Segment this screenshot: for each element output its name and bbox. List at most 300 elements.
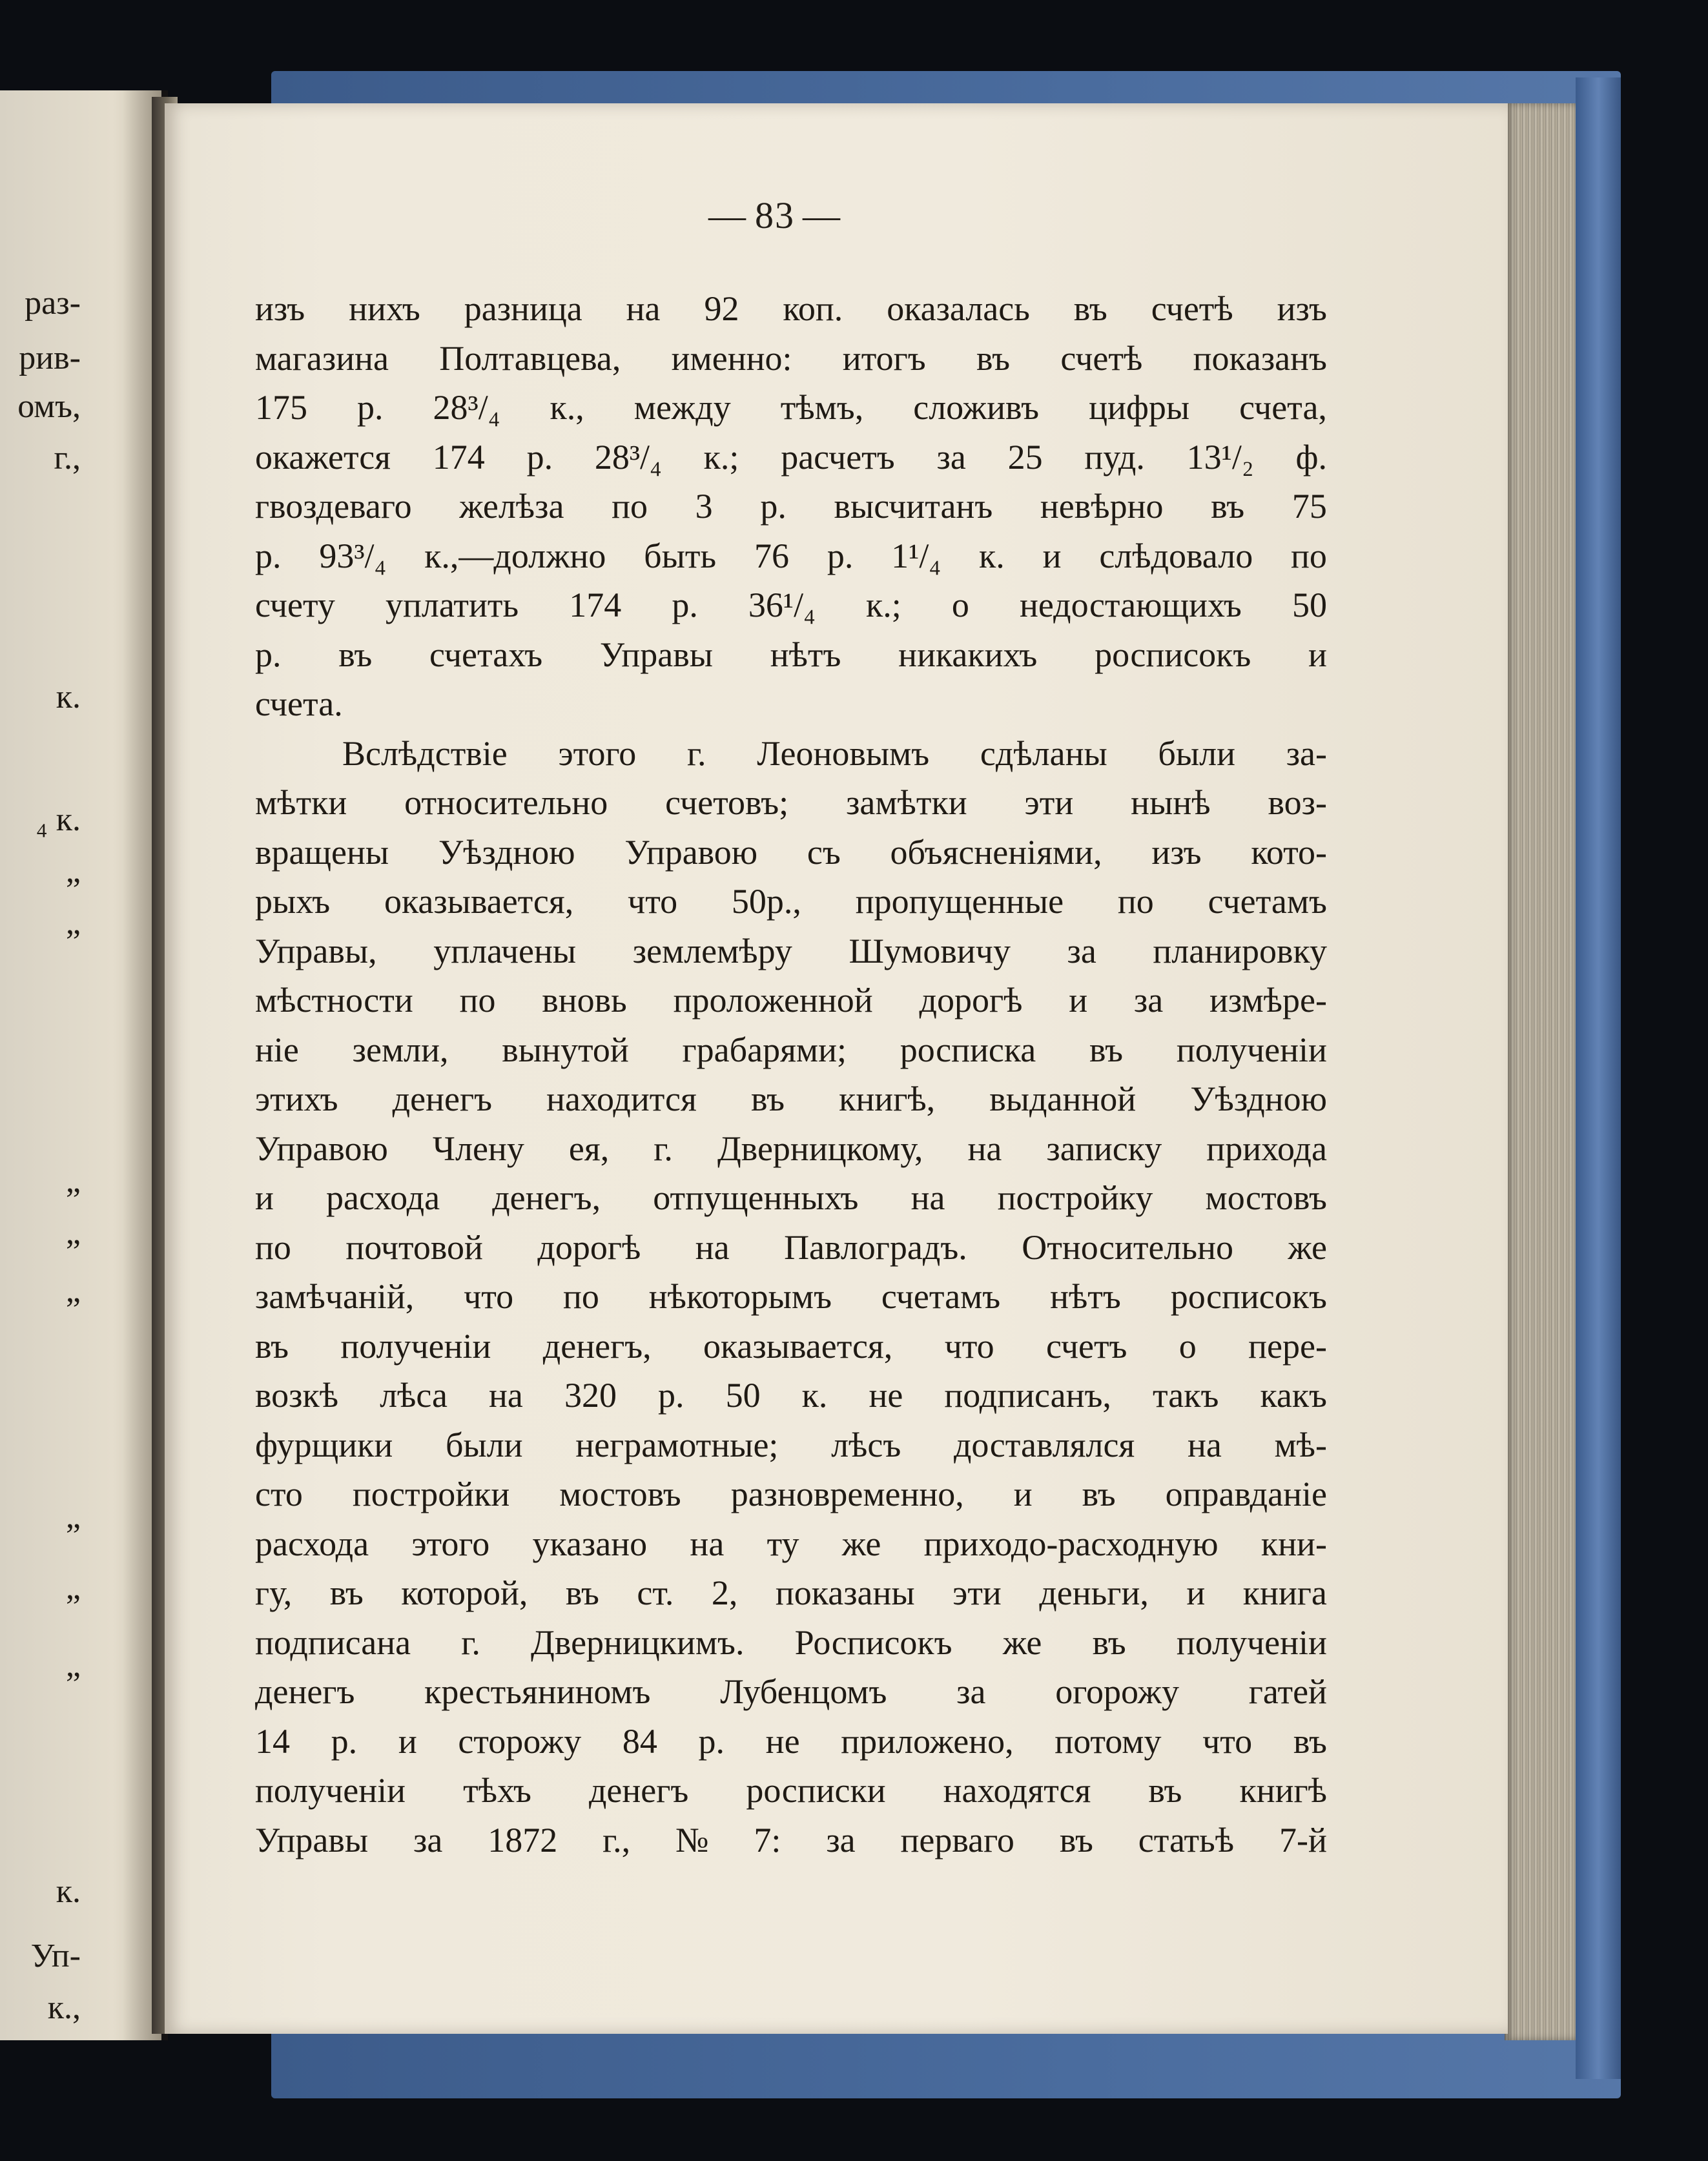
- word: неграмотные;: [575, 1425, 779, 1464]
- word: 75: [1291, 487, 1327, 526]
- word: въ: [329, 1573, 364, 1612]
- facing-page-fragment: „: [65, 1499, 81, 1535]
- text-line: [255, 1223, 1327, 1273]
- word: этого: [558, 733, 637, 773]
- word: въ: [750, 1080, 785, 1118]
- word: №: [675, 1820, 709, 1859]
- word: изъ: [1277, 289, 1327, 328]
- word: земли,: [352, 1030, 449, 1069]
- word: же: [1002, 1623, 1042, 1662]
- word: 7-й: [1279, 1820, 1327, 1859]
- word: полученіи: [1176, 1030, 1327, 1069]
- word: Леоновымъ: [757, 733, 930, 773]
- word: рыхъ: [255, 882, 331, 921]
- word: денегъ,: [542, 1326, 652, 1366]
- word: за-: [1286, 733, 1327, 773]
- word: 36¹/₄: [748, 586, 816, 624]
- word: расхода: [255, 1524, 369, 1563]
- text-line: [255, 1371, 1327, 1420]
- word: какъ: [1260, 1376, 1327, 1415]
- text-line: [255, 1322, 1327, 1371]
- text-line: [255, 976, 1327, 1025]
- word: записку: [1046, 1129, 1162, 1168]
- word: о: [1178, 1326, 1197, 1366]
- word: тѣмъ,: [780, 388, 864, 427]
- word: полученіи: [340, 1326, 491, 1366]
- facing-page-fragment: г.,: [54, 440, 81, 476]
- word: уплатить: [386, 586, 519, 624]
- word: оправданіе: [1165, 1475, 1327, 1513]
- facing-page-fragment: к.: [56, 1873, 81, 1910]
- word: вновь: [542, 981, 627, 1019]
- word: и: [398, 1721, 417, 1761]
- text-line: [255, 828, 1327, 877]
- word: 28³/₄: [433, 388, 500, 427]
- word: 92: [704, 289, 739, 328]
- word: находятся: [943, 1771, 1091, 1810]
- word: счетовъ;: [665, 783, 789, 822]
- word: нихъ: [349, 289, 420, 328]
- word: между: [633, 388, 731, 427]
- word: показаны: [775, 1573, 915, 1612]
- facing-page-fragment: „: [65, 1163, 81, 1200]
- facing-page-fragment: „: [65, 853, 81, 890]
- word: именно:: [671, 338, 792, 378]
- word: невѣрно: [1040, 487, 1164, 526]
- facing-page-fragment: „: [65, 1570, 81, 1606]
- word: нынѣ: [1131, 783, 1211, 822]
- word: воз-: [1268, 783, 1327, 822]
- word: счетамъ: [1208, 882, 1327, 921]
- word: разница: [464, 289, 582, 328]
- word: р.: [672, 586, 698, 624]
- word: росписки: [746, 1771, 886, 1810]
- word: денегъ,: [492, 1178, 601, 1217]
- text-line: [255, 927, 1327, 976]
- word: высчитанъ: [834, 487, 993, 526]
- word: мѣ-: [1274, 1425, 1327, 1464]
- word: на: [489, 1376, 523, 1415]
- word: же: [841, 1524, 881, 1563]
- word: указано: [532, 1524, 648, 1563]
- word: г.: [461, 1623, 480, 1662]
- text-line: [255, 679, 1327, 729]
- word: эти: [1024, 783, 1074, 822]
- word: 7:: [754, 1820, 781, 1859]
- word: денегъ: [392, 1080, 493, 1118]
- text-line: [255, 531, 1327, 581]
- word: и: [1186, 1573, 1206, 1612]
- word: въ: [1092, 1623, 1126, 1662]
- facing-page-fragment: к.: [56, 679, 81, 715]
- page-number-dash-right: —: [803, 194, 841, 236]
- word: эти: [952, 1573, 1002, 1612]
- word: Управы,: [255, 931, 377, 970]
- word: Лубенцомъ: [720, 1672, 887, 1711]
- word: кото-: [1251, 832, 1327, 872]
- word: крестьяниномъ: [424, 1672, 651, 1711]
- word: счета.: [255, 684, 343, 723]
- word: 50р.,: [731, 882, 801, 921]
- word: оказывается,: [703, 1326, 893, 1366]
- facing-page-fragment: рив-: [19, 340, 81, 376]
- word: грабарями;: [682, 1030, 847, 1069]
- word: ніе: [255, 1030, 299, 1069]
- word: ея,: [568, 1129, 610, 1168]
- word: 93³/₄: [319, 536, 387, 575]
- text-line: [255, 482, 1327, 531]
- word: объясненіями,: [890, 832, 1102, 872]
- word: вращены: [255, 832, 389, 872]
- word: за: [826, 1820, 856, 1859]
- word: 50: [1291, 586, 1327, 624]
- word: счетахъ: [429, 635, 543, 674]
- word: въ: [565, 1573, 599, 1612]
- word: расхода: [326, 1178, 440, 1217]
- text-line: [255, 1618, 1327, 1668]
- word: 1¹/₄: [891, 536, 941, 575]
- word: планировку: [1153, 931, 1327, 970]
- word: и: [1308, 635, 1327, 674]
- word: въ: [1059, 1820, 1093, 1859]
- word: 14: [255, 1721, 290, 1761]
- word: показанъ: [1193, 338, 1327, 378]
- word: магазина: [255, 338, 389, 378]
- word: пуд.: [1084, 437, 1145, 476]
- text-line: [255, 580, 1327, 630]
- word: потому: [1055, 1721, 1162, 1761]
- word: выданной: [989, 1080, 1137, 1118]
- word: 3: [695, 487, 713, 526]
- word: 174: [432, 437, 485, 476]
- word: Полтавцева,: [439, 338, 621, 378]
- word: Члену: [432, 1129, 524, 1168]
- word: подписанъ,: [944, 1376, 1111, 1415]
- word: р.: [827, 536, 854, 575]
- word: Управы: [599, 635, 713, 674]
- word: Управою: [255, 1129, 388, 1168]
- word: что: [1202, 1721, 1253, 1761]
- text-line: [255, 284, 1327, 334]
- word: к.: [801, 1376, 828, 1415]
- word: гвоздеваго: [255, 487, 412, 526]
- word: р.: [331, 1721, 358, 1761]
- word: оказывается,: [384, 882, 574, 921]
- word: денегъ: [255, 1672, 355, 1711]
- word: на: [626, 289, 661, 328]
- word: не: [765, 1721, 800, 1761]
- word: Уѣздною: [438, 832, 575, 872]
- facing-page-fragment: ₄ к.: [36, 801, 81, 838]
- word: и: [1013, 1475, 1033, 1513]
- word: Росписокъ: [794, 1623, 952, 1662]
- word: к.,—должно: [424, 536, 606, 575]
- word: на: [967, 1129, 1002, 1168]
- text-line: [255, 1420, 1327, 1470]
- word: и: [1042, 536, 1062, 575]
- word: книгѣ,: [839, 1080, 936, 1118]
- text-line: [255, 630, 1327, 680]
- word: уплачены: [433, 931, 577, 970]
- word: быть: [644, 536, 717, 575]
- word: что: [944, 1326, 994, 1366]
- word: к.;: [703, 437, 739, 476]
- text-line: [255, 1519, 1327, 1569]
- word: доставлялся: [953, 1425, 1135, 1464]
- text-line: [255, 383, 1327, 433]
- word: за: [413, 1820, 443, 1859]
- word: приложено,: [841, 1721, 1014, 1761]
- word: мѣтки: [255, 783, 347, 822]
- word: 175: [255, 388, 307, 427]
- word: р.: [658, 1376, 684, 1415]
- word: Павлоградъ.: [784, 1227, 967, 1267]
- word: никакихъ: [898, 635, 1038, 674]
- word: Дверницкому,: [717, 1129, 923, 1168]
- page-number: [678, 194, 872, 237]
- word: же: [1288, 1227, 1327, 1267]
- word: Управою: [624, 832, 758, 872]
- word: 320: [564, 1376, 617, 1415]
- word: что: [464, 1277, 514, 1316]
- text-line: [255, 1766, 1327, 1816]
- word: сто: [255, 1475, 303, 1513]
- word: въ: [1293, 1721, 1327, 1761]
- word: счета,: [1239, 388, 1327, 427]
- word: изъ: [1151, 832, 1202, 872]
- word: на: [911, 1178, 945, 1217]
- word: возкѣ: [255, 1376, 339, 1415]
- word: г.: [686, 733, 706, 773]
- word: фурщики: [255, 1425, 393, 1464]
- word: съ: [807, 832, 841, 872]
- word: 84: [622, 1721, 657, 1761]
- facing-page-fragment: „: [65, 905, 81, 941]
- word: г.: [653, 1129, 673, 1168]
- word: пере-: [1248, 1326, 1327, 1366]
- word: 174: [569, 586, 622, 624]
- word: измѣре-: [1209, 981, 1327, 1019]
- word: ст.: [637, 1573, 674, 1612]
- word: огорожу: [1055, 1672, 1179, 1711]
- word: такъ: [1152, 1376, 1219, 1415]
- word: р.: [526, 437, 553, 476]
- word: дорогѣ: [537, 1227, 641, 1267]
- text-line: [255, 1568, 1327, 1618]
- page-number-value: 83: [755, 194, 795, 236]
- word: желѣза: [459, 487, 564, 526]
- word: прихода: [1206, 1129, 1327, 1168]
- text-line: [255, 1124, 1327, 1174]
- word: лѣсъ: [831, 1425, 901, 1464]
- text-line: [255, 729, 1327, 779]
- word: ф.: [1295, 437, 1327, 476]
- word: нѣкоторымъ: [648, 1277, 832, 1316]
- word: замѣтки: [846, 783, 967, 822]
- word: разновременно,: [730, 1475, 964, 1513]
- word: отпущенныхъ: [653, 1178, 859, 1217]
- text-line: [255, 1667, 1327, 1717]
- word: гу,: [255, 1573, 293, 1612]
- word: Шумовичу: [849, 931, 1011, 970]
- word: находится: [546, 1080, 697, 1118]
- word: въ: [976, 338, 1011, 378]
- word: полученіи: [1176, 1623, 1327, 1662]
- word: деньги,: [1039, 1573, 1149, 1612]
- word: и: [1069, 981, 1088, 1019]
- word: въ: [1089, 1030, 1124, 1069]
- word: р.: [698, 1721, 725, 1761]
- facing-page-fragment: „: [65, 1214, 81, 1251]
- book-cover-edge: [1576, 77, 1621, 2079]
- word: подписана: [255, 1623, 411, 1662]
- word: статьѣ: [1138, 1820, 1235, 1859]
- word: на: [695, 1227, 730, 1267]
- word: по: [459, 981, 496, 1019]
- word: пропущенные: [855, 882, 1064, 921]
- word: вынутой: [502, 1030, 629, 1069]
- word: о: [951, 586, 969, 624]
- word: были: [1158, 733, 1236, 773]
- word: к.,: [550, 388, 584, 427]
- word: счетѣ: [1060, 338, 1143, 378]
- word: к.;: [866, 586, 901, 624]
- word: 25: [1007, 437, 1043, 476]
- facing-page-fragment: раз-: [25, 285, 81, 322]
- page-body-text: [255, 284, 1327, 1865]
- word: р.: [255, 635, 282, 674]
- word: постройку: [997, 1178, 1153, 1217]
- word: въ: [1211, 487, 1245, 526]
- word: перваго: [900, 1820, 1014, 1859]
- word: р.: [357, 388, 384, 427]
- word: счетъ: [1045, 1326, 1127, 1366]
- word: землемѣру: [632, 931, 792, 970]
- word: приходо-расходную: [923, 1524, 1219, 1563]
- word: Относительно: [1022, 1227, 1233, 1267]
- word: росписка: [900, 1030, 1036, 1069]
- word: и: [255, 1178, 274, 1217]
- word: итогъ: [842, 338, 926, 378]
- word: окажется: [255, 437, 391, 476]
- word: въ: [255, 1326, 289, 1366]
- word: въ: [1073, 289, 1107, 328]
- word: слѣдовало: [1099, 536, 1253, 575]
- word: оказалась: [887, 289, 1030, 328]
- word: Дверницкимъ.: [531, 1623, 745, 1662]
- word: Управы: [255, 1820, 369, 1859]
- facing-page-fragment: „: [65, 1273, 81, 1309]
- word: полученіи: [255, 1771, 406, 1810]
- word: книгѣ: [1239, 1771, 1327, 1810]
- word: почтовой: [345, 1227, 483, 1267]
- word: 50: [725, 1376, 761, 1415]
- word: по: [612, 487, 648, 526]
- word: р.: [255, 536, 282, 575]
- word: сдѣланы: [980, 733, 1107, 773]
- word: которой,: [401, 1573, 528, 1612]
- word: г.,: [602, 1820, 631, 1859]
- text-line: [255, 433, 1327, 482]
- word: Уѣздною: [1190, 1080, 1327, 1118]
- word: по: [255, 1227, 291, 1267]
- word: счетамъ: [881, 1277, 1001, 1316]
- word: ту: [767, 1524, 799, 1563]
- word: за: [1133, 981, 1164, 1019]
- facing-page-fragment: омъ,: [17, 388, 81, 425]
- text-line: [255, 1272, 1327, 1322]
- word: тѣхъ: [463, 1771, 531, 1810]
- word: счету: [255, 586, 335, 624]
- text-line: [255, 1717, 1327, 1767]
- word: въ: [1148, 1771, 1182, 1810]
- facing-page-fragment: „: [65, 1647, 81, 1684]
- word: книга: [1242, 1573, 1327, 1612]
- word: за: [936, 437, 966, 476]
- word: за: [956, 1672, 986, 1711]
- word: по: [1291, 536, 1327, 575]
- text-line: [255, 1816, 1327, 1865]
- word: мостовъ: [559, 1475, 681, 1513]
- text-line: [255, 877, 1327, 927]
- word: росписокъ: [1170, 1277, 1327, 1316]
- word: коп.: [783, 289, 843, 328]
- word: что: [628, 882, 678, 921]
- facing-page-fragment: Уп-: [30, 1938, 81, 1974]
- word: кни-: [1260, 1524, 1327, 1563]
- word: на: [690, 1524, 725, 1563]
- word: счетѣ: [1151, 289, 1233, 328]
- text-line: [255, 778, 1327, 828]
- word: цифры: [1089, 388, 1190, 427]
- word: 1872: [488, 1820, 558, 1859]
- word: по: [1117, 882, 1154, 921]
- word: на: [1187, 1425, 1222, 1464]
- word: мостовъ: [1205, 1178, 1327, 1217]
- word: этихъ: [255, 1080, 338, 1118]
- word: были: [445, 1425, 523, 1464]
- text-line: [255, 1025, 1327, 1075]
- word: лѣса: [380, 1376, 448, 1415]
- word: нѣтъ: [770, 635, 841, 674]
- word: постройки: [352, 1475, 510, 1513]
- word: замѣчаній,: [255, 1277, 415, 1316]
- page-number-dash-left: —: [708, 194, 747, 236]
- text-line: [255, 1074, 1327, 1124]
- word: изъ: [255, 289, 305, 328]
- text-line: [255, 1173, 1327, 1223]
- word: Вслѣдствіе: [342, 733, 508, 773]
- word: относительно: [404, 783, 608, 822]
- page-stack-edge: [1505, 103, 1576, 2040]
- word: въ: [338, 635, 373, 674]
- word: недостающихъ: [1019, 586, 1242, 624]
- facing-page-fragment: к.,: [47, 1989, 81, 2026]
- word: 76: [754, 536, 789, 575]
- word: денегъ: [588, 1771, 689, 1810]
- word: 28³/₄: [594, 437, 662, 476]
- word: росписокъ: [1095, 635, 1251, 674]
- word: проложенной: [673, 981, 873, 1019]
- word: дорогѣ: [919, 981, 1023, 1019]
- text-line: [255, 1470, 1327, 1519]
- word: по: [562, 1277, 599, 1316]
- word: за: [1067, 931, 1096, 970]
- word: 13¹/₂: [1186, 437, 1254, 476]
- word: к.: [979, 536, 1005, 575]
- word: не: [869, 1376, 903, 1415]
- word: сторожу: [458, 1721, 582, 1761]
